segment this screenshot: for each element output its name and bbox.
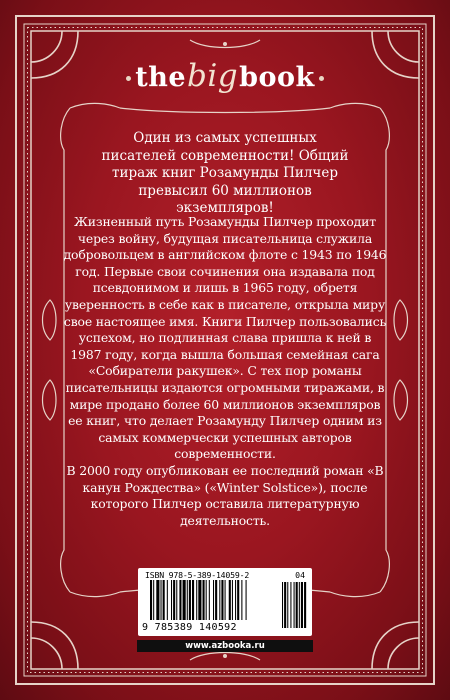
barcode-bar: [215, 580, 217, 620]
barcode-bar: [232, 580, 233, 620]
barcode-bar: [246, 580, 247, 620]
barcode-bar: [203, 580, 205, 620]
barcode-bar: [198, 580, 201, 620]
barcode-bar: [167, 580, 168, 620]
ean-digits: 9 785389 140592: [142, 622, 237, 633]
barcode-bar: [225, 580, 226, 620]
logo-word-big: big: [187, 58, 239, 94]
description-paragraph-2: В 2000 году опубликован ее последний роман «В канун Рождества» («Winter Solstice»), после которого Пилчер оставила литературную деятельность.: [66, 462, 384, 528]
barcode-bar: [183, 580, 186, 620]
barcode-bar: [206, 580, 207, 620]
barcode-bar: [221, 580, 223, 620]
barcode-bar: [176, 580, 177, 620]
description-paragraph-1: Жизненный путь Розамунды Пилчер проходит через войну, будущая писательница служила добровольцем в английском флоте с 1943 по 1946 год. Первые свои сочинения она издавала под псевдонимом и лишь в 1965 году, обретя уверенность в себе как в писателе, открыла миру свое настоящее имя. Книги Пилчер пользовались успехом, но подлинная слава пришла к ней в 1987 году, когда вышла большая семейная сага «Собиратели ракушек». С тех пор романы писательницы издаются огромными тиражами, в мире продано более 60 миллионов экземпляров ее книг, что делает Розамунду Пилчер одним из самых коммерчески успешных авторов современности.: [63, 214, 387, 462]
barcode-bar: [209, 580, 210, 620]
barcode-bar: [219, 580, 220, 620]
barcode-bar: [171, 580, 172, 620]
barcode-bar: [192, 580, 194, 620]
addon-bar: [299, 582, 300, 628]
barcode-bar: [229, 580, 231, 620]
barcode-bar: [179, 580, 181, 620]
barcode-bar: [163, 580, 165, 620]
barcode-bar: [150, 580, 152, 620]
barcode-bar: [189, 580, 191, 620]
isbn-barcode: [138, 568, 312, 636]
barcode-bar: [237, 580, 239, 620]
addon-bar: [301, 582, 303, 628]
lead-paragraph: Один из самых успешных писателей современности! Общий тираж книг Розамунды Пилчер превысил 60 миллионов экземпляров!: [101, 130, 349, 216]
barcode-bar: [187, 580, 188, 620]
addon-bar: [304, 582, 306, 628]
publisher-website: www.azbooka.ru: [137, 640, 313, 652]
barcode-bar: [161, 580, 162, 620]
logo-word-book: book: [239, 62, 315, 93]
barcode-bar: [213, 580, 214, 620]
publisher-logo: [0, 58, 450, 94]
isbn-number: ISBN 978-5-389-14059-2: [145, 570, 250, 580]
addon-bar: [294, 582, 295, 628]
addon-bar: [296, 582, 298, 628]
logo-dot-right: [319, 76, 324, 81]
barcode-bar: [235, 580, 236, 620]
barcode-bar: [153, 580, 154, 620]
description-text: [62, 214, 388, 529]
logo-word-the: the: [135, 62, 187, 93]
logo-dot-left: [126, 76, 131, 81]
barcode-bar: [156, 580, 159, 620]
barcode-bar: [196, 580, 197, 620]
barcode-addon-number: 04: [295, 570, 305, 580]
barcode-bar: [173, 580, 175, 620]
barcode-bar: [241, 580, 242, 620]
